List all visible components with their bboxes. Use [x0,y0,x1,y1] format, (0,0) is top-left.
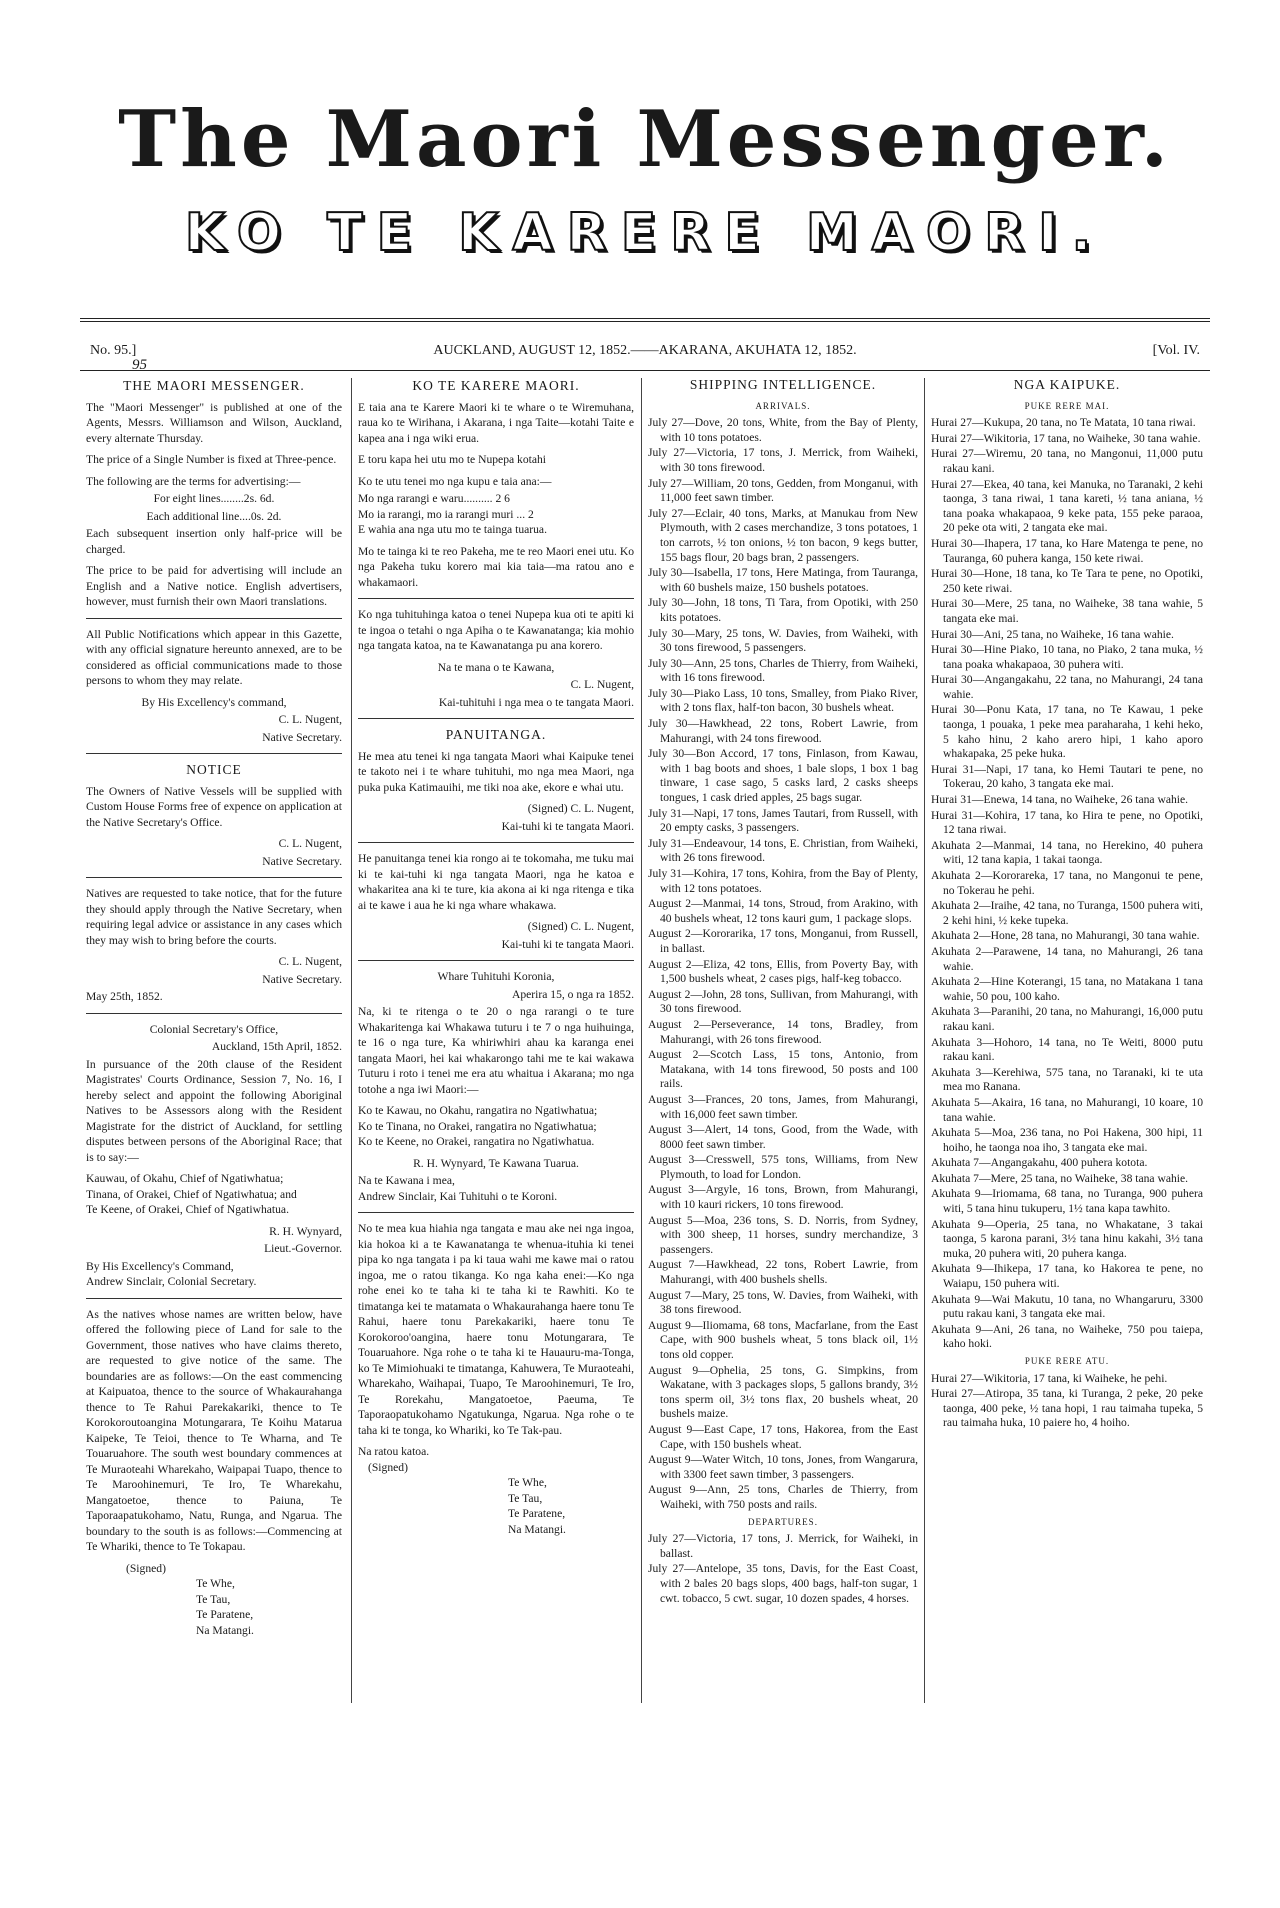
col2-colonial-by-name: Andrew Sinclair, Kai Tuhituhi o te Koroni. [358,1189,558,1203]
col1-intro-2: The price of a Single Number is fixed at Three-pence. [86,453,337,466]
col2-land-name-1: Te Whe, [508,1476,547,1489]
separator [86,753,342,754]
shipping-entry: Akuhata 3—Kerehiwa, 575 tana, no Taranaki, ki te uta mea mo Ranana. [931,1065,1203,1094]
separator [86,1298,342,1299]
shipping-entry: August 3—Frances, 20 tons, James, from Mahurangi, with 16,000 feet sawn timber. [648,1092,918,1121]
col1-intro-7: The price to be paid for advertising will include an English and a Native notice. English advertisers, however, must furnish their own Maori translations. [86,564,342,608]
shipping-entry: Akuhata 5—Akaira, 16 tana, no Mahurangi, 10 koare, 10 tana wahie. [931,1095,1203,1124]
shipping-entry: July 30—Bon Accord, 17 tons, Finlason, from Kawau, with 1 bag boots and shoes, 1 bale slops, 1 box 1 bag tinware, 1 case sago, 5 casks lard, 2 casks sheeps tongues, 1 cask dried apples, 25 bags sugar. [648,747,918,805]
shipping-entry: Hurai 27—Wikitoria, 17 tana, ki Waiheke, he pehi. [931,1371,1168,1385]
col1-intro-1: The "Maori Messenger" is published at one of the Agents, Messrs. Williamson and Wilson, Auckland, every alternate Thursday. [86,400,342,445]
col3-departures-list [648,1532,918,1606]
column-shipping-intelligence [648,378,918,1607]
shipping-entry: Hurai 27—Wikitoria, 17 tana, no Waiheke, 30 tana wahie. [931,431,1201,445]
column-maori-notices [358,378,634,1537]
separator [86,1013,342,1014]
shipping-entry: Akuhata 2—Hone, 28 tana, no Mahurangi, 30 tana wahie. [931,929,1200,943]
col2-notice-p1: He mea atu tenei ki nga tangata Maori whai Kaipuke tenei te takoto nei i te whare tuhituhi, mo nga mea Maori, nga puka puka Katimauihi, me tiki noa ake, ekore e whai utu. [358,749,634,794]
col1-colonial-date: Auckland, 15th April, 1852. [211,1040,342,1053]
col2-colonial-name-1: Ko te Kawau, no Okahu, rangatira no Ngatiwhatua; [358,1104,598,1117]
col1-colonial-name-3: Te Keene, of Orakei, Chief of Ngatiwhatua. [86,1203,289,1216]
shipping-entry: August 2—John, 28 tons, Sullivan, from Mahurangi, with 30 tons firewood. [648,987,918,1016]
col2-colonial-office: Whare Tuhituhi Koronia, [437,970,555,983]
handwritten-number: 95 [132,357,147,373]
col1-notice-p2: Natives are requested to take notice, that for the future they should apply through the Native Secretary, when requiring legal advice or assistance in any cases which they may wish to bring before the courts. [86,887,342,947]
col2-colonial-text: Na, ki te ritenga o te 20 o nga rarangi o te ture Whakaritenga kai Whakawa tuturu i te 7 o nga huihuinga, te 16 o nga ture, Ka whiriwhiri ahau ka karanga enei tangata Maori, hei kai whakarongo tahi me te kai wakawa Tuturu i roto i tenei me era atu whaitua i Akarana; mo nga totohe a nga iwi Maori:— [358,1005,634,1096]
shipping-entry: Akuhata 7—Mere, 25 tana, no Waiheke, 38 tana wahie. [931,1171,1189,1185]
col2-land-text: No te mea kua hiahia nga tangata e mau ake nei nga ingoa, kia hokoa ki a te Kawanatanga te whenua-ituhia ki tenei pipa ko nga tangata i pa ki taua wahi me kawe mai o ratou ingoa, me o ratou tikanga. Ko nga kaha enei:—Ko nga rohe enei ko te taha ki te taha ki te Rawhiti. Ko te timatanga kei te matamata o Whakaurahanga haere tonu Te Rahui, haere tonu Parekakariki, haere tonu Te Korokoroo'oangina, haere tonu Motungarara, Te Touaruahore. Nga rohe o te taha ki te Hauauru-ma-Tonga, ko Te Mimiohuaki te timatanga, Kahuwera, Te Muraoteahi, Wharekaho, Waihapai, Tuapo, Te Maroohinemuri, Te Iro, Te Rorekahu, Mangatoetoe, Paeuma, Te Taporaopatukohamo Ngatukunga, Ngarua. Nga rohe o te taha ki te tonga, ko Whariki, ko Te Tak-pau. [358,1222,634,1437]
shipping-entry: Hurai 31—Napi, 17 tana, ko Hemi Tautari te pene, no Tokerau, 20 kaho, 3 tangata eke mai. [931,762,1203,791]
separator [358,1212,634,1213]
col1-land-name-3: Te Paratene, [196,1608,254,1621]
shipping-entry: August 5—Moa, 236 tons, S. D. Norris, from Sydney, with 300 sheep, 11 horses, sundry merchandize, 3 passengers. [648,1213,918,1256]
col4-heading: NGA KAIPUKE. [1013,377,1121,392]
shipping-entry: July 30—John, 18 tons, Ti Tara, from Opotiki, with 250 kits potatoes. [648,596,918,624]
col1-notice-p2-date: May 25th, 1852. [86,990,163,1003]
col3-departures-label: DEPARTURES. [748,1516,818,1527]
shipping-entry: Hurai 27—Wiremu, 20 tana, no Mangonui, 11,000 putu rakau kani. [931,447,1203,475]
col1-colonial-by: By His Excellency's Command, [86,1259,234,1273]
col2-colonial-name-2: Ko te Tinana, no Orakei, rangatira no Ngatiwhatua; [358,1119,597,1133]
shipping-entry: Hurai 31—Kohira, 17 tana, ko Hira te pene, no Opotiki, 12 tana riwai. [931,808,1203,837]
shipping-entry: August 3—Cresswell, 575 tons, Williams, from New Plymouth, to load for London. [648,1153,918,1181]
col1-land-name-1: Te Whe, [196,1577,235,1590]
shipping-entry: Akuhata 9—Ani, 26 tana, no Waiheke, 750 pou taiepa, kaho hoki. [931,1322,1203,1351]
masthead-title: The Maori Messenger. [118,94,1172,185]
col2-colonial-by: Na te Kawana i mea, [358,1174,455,1187]
col2-intro-3: Ko te utu tenei mo nga kupu e taia ana:— [358,474,552,488]
shipping-entry: August 9—Ann, 25 tons, Charles de Thierry, from Waiheki, with 750 posts and rails. [648,1483,918,1511]
shipping-entry: July 31—Napi, 17 tons, James Tautari, from Russell, with 20 empty casks, 3 passengers. [648,806,918,835]
shipping-entry: August 9—Iliomama, 68 tons, Macfarlane, from the East Cape, with 900 bushels wheat, 5 tons black oil, 1½ tons old copper. [648,1318,918,1361]
col1-pn-by: By His Excellency's command, [141,695,287,709]
shipping-entry: Akuhata 3—Hohoro, 14 tana, no Te Weiti, 8000 putu rakau kani. [931,1035,1203,1064]
header-rule-top-2 [80,321,1210,322]
col2-intro-4: Mo nga rarangi e waru.......... 2 6 [358,492,510,505]
col2-pn-by: Na te mana o te Kawana, [437,660,555,674]
col1-public-notice: All Public Notifications which appear in this Gazette, with any official signature hereunto annexed, are to be considered as official communications made to those persons to whom they may relate. [86,627,342,687]
col1-pn-title: Native Secretary. [262,730,342,744]
shipping-entry: Akuhata 2—Manmai, 14 tana, no Herekino, 40 puhera witi, 12 tana kapia, 1 takai taonga. [931,838,1203,867]
col1-land-name-2: Te Tau, [196,1592,231,1606]
shipping-entry: August 9—Ophelia, 25 tons, G. Simpkins, from Wakatane, with 3 packages slops, 5 gallons brandy, 3½ tons sperm oil, 3½ tons flax, 20 bushels wheat, 20 bushels maize. [648,1363,918,1421]
col4-departures-list [931,1372,1203,1431]
col2-pn-name: C. L. Nugent, [570,678,634,691]
shipping-entry: August 9—Water Witch, 10 tons, Jones, from Wangarura, with 3300 feet sawn timber, 3 passengers. [648,1453,918,1481]
shipping-entry: Akuhata 7—Angangakahu, 400 puhera kotota. [931,1156,1148,1170]
shipping-entry: Akuhata 5—Moa, 236 tana, no Poi Hakena, 300 hipi, 11 hoiho, he taonga noa iho, 3 tangata eke mai. [931,1126,1203,1154]
issue-number: No. 95.] [90,343,137,358]
shipping-entry: Hurai 30—Ihapera, 17 tana, ko Hare Matenga te pene, no Tauranga, 60 puhera kanga, 150 kete riwai. [931,536,1203,565]
shipping-entry: Hurai 30—Hone, 18 tana, ko Te Tara te pene, no Opotiki, 250 kete riwai. [931,567,1203,595]
col3-heading: SHIPPING INTELLIGENCE. [689,377,877,392]
col1-land-signed: (Signed) [126,1561,166,1575]
shipping-entry: July 31—Kohira, 17 tons, Kohira, from the Bay of Plenty, with 12 tons potatoes. [648,867,918,895]
col1-colonial-name-2: Tinana, of Orakei, Chief of Ngatiwhatua; and [86,1187,297,1201]
col2-land-name-3: Te Paratene, [508,1507,566,1520]
shipping-entry: August 2—Manmai, 14 tons, Stroud, from Arakino, with 40 bushels wheat, 12 tons kauri gum, 1 package slops. [648,897,918,925]
col3-arrivals-list [648,416,918,1512]
separator [86,618,342,619]
volume-number: [Vol. IV. [1152,343,1200,358]
col4-departures-label: PUKE RERE ATU. [1024,1356,1110,1366]
shipping-entry: August 7—Hawkhead, 22 tons, Robert Lawrie, from Mahurangi, with 400 bushels shells. [648,1258,918,1287]
shipping-entry: Akuhata 9—Ihikepa, 17 tana, ko Hakorea te pene, no Waiapu, 150 puhera witi. [931,1262,1203,1291]
col2-colonial-date: Aperira 15, o nga ra 1852. [511,987,634,1001]
col1-land-name-4: Na Matangi. [196,1623,254,1637]
shipping-entry: Hurai 30—Mere, 25 tana, no Waiheke, 38 tana wahie, 5 tangata eke mai. [931,597,1203,625]
col2-public-notice: Ko nga tuhituhinga katoa o tenei Nupepa kua oti te apiti ki te ingoa o tetahi o nga Apiha o te Kawanatanga; kia mohio nga tangata katoa, na te Kawanatanga pu ana korero. [358,608,634,652]
column-english-notices [86,378,342,1638]
shipping-entry: July 30—Ann, 25 tons, Charles de Thierry, from Waiheki, with 16 tons firewood. [648,656,918,685]
shipping-entry: August 2—Perseverance, 14 tons, Bradley, from Mahurangi, with 26 tons firewood. [648,1017,918,1046]
col1-colonial-name-1: Kauwau, of Okahu, Chief of Ngatiwhatua; [86,1172,284,1185]
shipping-entry: August 3—Argyle, 16 tons, Brown, from Mahurangi, with 10 kauri rickers, 10 tons firewood. [648,1183,918,1212]
col1-notice-p2-title: Native Secretary. [262,972,342,986]
col2-intro-6: E wahia ana nga utu mo te tainga tuarua. [358,523,547,536]
col1-colonial-by-name: Andrew Sinclair, Colonial Secretary. [86,1275,257,1288]
col2-heading: KO TE KARERE MAORI. [412,378,580,393]
col2-notice-p1-signed: (Signed) C. L. Nugent, [527,802,634,815]
separator [358,960,634,961]
col2-land-signed: (Signed) [368,1460,408,1474]
col2-land-name-4: Na Matangi. [508,1522,566,1536]
shipping-entry: July 27—Eclair, 40 tons, Marks, at Manukau from New Plymouth, with 2 cases merchandize, 3 tons potatoes, 1 ton carrots, ½ ton onions, ½ ton bacon, 9 kegs butter, 155 bags flour, 20 bags bran, 2 passengers. [648,506,918,564]
col2-land-name-2: Te Tau, [508,1491,543,1505]
col2-intro-5: Mo ia rarangi, mo ia rarangi muri ... 2 [358,507,534,521]
col2-intro-7: Mo te tainga ki te reo Pakeha, me te reo Maori enei utu. Ko nga Pakeha tuku korero mai kia taia—ma ratou ano e whakamaori. [358,544,634,589]
col2-notice-heading: PANUITANGA. [445,727,547,742]
issue-date: AUCKLAND, AUGUST 12, 1852.——AKARANA, AKUHATA 12, 1852. [433,343,857,358]
shipping-entry: Hurai 30—Ponu Kata, 17 tana, no Te Kawau, 1 peke taonga, 1 pouaka, 1 peke mea paraharaha, 1 kehi heko, 5 kaho hinu, 2 kaho arero hipi, 1 kaho aporo whakapaka, 25 peke huka. [931,703,1203,761]
separator [358,842,634,843]
separator [358,598,634,599]
col2-intro-1: E taia ana te Karere Maori ki te whare o te Wiremuhana, raua ko te Wirihana, i Akarana, i nga Taite—kotahi Taite e kapea ana i nga wiki erua. [358,400,634,445]
shipping-entry: Hurai 30—Hine Piako, 10 tana, no Piako, 2 tana muka, ½ tana poaka whakapaoa, 30 puhera witi. [931,643,1203,671]
column-divider-3 [924,378,925,1703]
col2-intro-2: E toru kapa hei utu mo te Nupepa kotahi [358,453,547,466]
shipping-entry: August 2—Scotch Lass, 15 tons, Antonio, from Matakana, with 14 tons firewood, 50 posts and 100 rails. [648,1048,918,1091]
shipping-entry: July 30—Piako Lass, 10 tons, Smalley, from Piako River, with 2 tons flax, half-ton bacon, 30 bushels wheat. [648,686,918,715]
shipping-entry: July 27—William, 20 tons, Gedden, from Monganui, with 11,000 feet sawn timber. [648,476,918,505]
shipping-entry: July 30—Hawkhead, 22 tons, Robert Lawrie, from Mahurangi, with 24 tons firewood. [648,717,918,745]
column-divider-1 [351,378,352,1703]
shipping-entry: August 2—Kororarika, 17 tons, Monganui, from Russell, in ballast. [648,927,918,955]
separator [358,718,634,719]
column-divider-2 [641,378,642,1703]
header-rule-bottom [80,370,1210,371]
col1-intro-6: Each subsequent insertion only half-price will be charged. [86,527,342,556]
shipping-entry: Hurai 27—Atiropa, 35 tana, ki Turanga, 2 peke, 20 peke taonga, 400 peke, ½ tana hopi, 1 rau taimaha tupeka, 5 rau taimaha huka, 10 paiere ho, 4 hoiho. [931,1387,1203,1430]
col1-notice-p1-title: Native Secretary. [262,854,342,868]
col1-colonial-text: In pursuance of the 20th clause of the Resident Magistrates' Courts Ordinance, Session 7, No. 16, I hereby select and appoint the following Aboriginal Natives to be Assessors along with the Resident Magistrate for the district of Auckland, for settling disputes between persons of the Aboriginal Race; that is to say:— [86,1057,342,1164]
col1-colonial-office: Colonial Secretary's Office, [149,1022,279,1036]
col1-heading: THE MAORI MESSENGER. [123,378,305,393]
col1-notice-p1: The Owners of Native Vessels will be supplied with Custom House Forms free of expence on application at the Native Secretary's Office. [86,784,342,829]
col1-notice-p2-name: C. L. Nugent, [278,955,342,968]
shipping-entry: Akuhata 9—Wai Makutu, 10 tana, no Whangaruru, 3300 putu rakau kani, 3 tangata eke mai. [931,1292,1203,1321]
shipping-entry: Akuhata 9—Iriomama, 68 tana, no Turanga, 900 puhera witi, 5 tana hinu tukuperu, 1½ tana kapa tawhito. [931,1187,1203,1216]
shipping-entry: Hurai 30—Ani, 25 tana, no Waiheke, 16 tana wahie. [931,627,1174,641]
dateline [80,343,1210,373]
shipping-entry: Akuhata 9—Operia, 25 tana, no Whakatane, 3 takai taonga, 5 karona parani, 3½ tana hinu kakahi, 3½ tana muka, 20 puhera witi, 20 puhera kanga. [931,1217,1203,1260]
shipping-entry: Akuhata 3—Paranihi, 20 tana, no Mahurangi, 16,000 putu rakau kani. [931,1005,1203,1033]
shipping-entry: July 30—Isabella, 17 tons, Here Matinga, from Tauranga, with 60 bushels maize, 150 bushels potatoes. [648,566,918,594]
header-rule-top [80,318,1210,319]
col2-land-na: Na ratou katoa. [358,1445,430,1458]
shipping-entry: Akuhata 2—Parawene, 14 tana, no Mahurangi, 26 tana wahie. [931,944,1203,973]
col2-notice-p2-title: Kai-tuhi ki te tangata Maori. [501,937,634,951]
shipping-entry: Hurai 30—Angangakahu, 22 tana, no Mahurangi, 24 tana wahie. [931,673,1203,701]
shipping-entry: Akuhata 2—Iraihe, 42 tana, no Turanga, 1500 puhera witi, 2 kehi hini, ½ keke tupeka. [931,899,1203,927]
shipping-entry: August 3—Alert, 14 tons, Good, from the Wade, with 8000 feet sawn timber. [648,1123,918,1151]
shipping-entry: Hurai 31—Enewa, 14 tana, no Waiheke, 26 tana wahie. [931,793,1189,807]
col2-notice-p1-title: Kai-tuhi ki te tangata Maori. [501,819,634,833]
col1-intro-5: Each additional line....0s. 2d. [146,509,282,523]
col1-pn-name: C. L. Nugent, [278,713,342,726]
col2-pn-title: Kai-tuhituhi i nga mea o te tangata Maori. [438,695,634,709]
col1-colonial-sign-name: R. H. Wynyard, [269,1224,342,1238]
col2-notice-p2: He panuitanga tenei kia rongo ai te tokomaha, me tuku mai ki te kai-tuhi ki nga tangata Maori, nga he katoa e whakaritea ana ki te ture, kia akona ai ki nga ritenga e tika ai te kawe i aua he ki nga whare whakawa. [358,852,634,912]
col1-intro-3: The following are the terms for advertising:— [86,474,301,488]
shipping-entry: Akuhata 2—Kororareka, 17 tana, no Mangonui te pene, no Tokerau he pehi. [931,869,1203,897]
shipping-entry: August 9—East Cape, 17 tons, Hakorea, from the East Cape, with 150 bushels wheat. [648,1422,918,1451]
shipping-entry: July 27—Victoria, 17 tons, J. Merrick, for Waiheki, in ballast. [648,1532,918,1560]
column-nga-kaipuke [931,378,1203,1432]
shipping-entry: August 2—Eliza, 42 tons, Ellis, from Poverty Bay, with 1,500 bushels wheat, 2 cases pigs, half-keg tobacco. [648,957,918,986]
shipping-entry: July 31—Endeavour, 14 tons, E. Christian, from Waiheki, with 26 tons firewood. [648,836,918,865]
shipping-entry: Akuhata 2—Hine Koterangi, 15 tana, no Matakana 1 tana wahie, 50 pou, 100 kaho. [931,975,1203,1003]
shipping-entry: Hurai 27—Ekea, 40 tana, kei Manuka, no Taranaki, 2 kehi taonga, 3 tana riwai, 1 tana kareti, ½ tana aniana, ½ tana poaka whakapaoa, 9 keke pata, 155 peke paraoa, 20 peke ota witi, 2 tangata eke mai. [931,477,1203,535]
masthead-subtitle: KO TE KARERE MAORI. [184,203,1106,263]
col2-colonial-sign: R. H. Wynyard, Te Kawana Tuarua. [413,1156,579,1170]
shipping-entry: Hurai 27—Kukupa, 20 tana, no Te Matata, 10 tana riwai. [931,416,1196,430]
shipping-entry: July 27—Dove, 20 tons, White, from the Bay of Plenty, with 10 tons potatoes. [648,416,918,444]
separator [86,877,342,878]
shipping-entry: July 27—Antelope, 35 tons, Davis, for the East Coast, with 2 bales 20 bags slops, 400 bags, half-ton sugar, 1 cwt. tobacco, 5 cwt. sugar, 10 dozen spades, 4 horses. [648,1562,918,1605]
col1-intro-4: For eight lines........2s. 6d. [153,492,275,505]
shipping-entry: August 7—Mary, 25 tons, W. Davies, from Waiheki, with 38 tons firewood. [648,1288,918,1317]
shipping-entry: July 27—Victoria, 17 tons, J. Merrick, from Waiheki, with 30 tons firewood. [648,446,918,474]
col1-colonial-sign-title: Lieut.-Governor. [264,1242,342,1255]
shipping-entry: July 30—Mary, 25 tons, W. Davies, from Waiheki, with 30 tons firewood, 5 passengers. [648,626,918,655]
col3-arrivals-label: ARRIVALS. [755,400,811,411]
col1-land-text: As the natives whose names are written below, have offered the following piece of Land for sale to the Government, those natives who have claims thereto, are requested to give notice of the same. The boundaries are as follows:—On the east commencing at Kaipuatoa, thence to the source of Whakaurahanga thence to Te Rahui Parekakariki, thence to Te Korokoroutoangina Motungarara, Te Koihu Matarua Kaipeke, Te Teioi, thence to Te Wharna, and Te Touaruahore. The south west boundary commences at Te Muraoteahi Wharekaho, Waipapai Tuapo, thence to Te Maroohinemuri, Te Iro, Te Wharekahu, Mangatoetoe, thence to Paiuna, Te Taporaapatukohamo, Natu, Runga, and Ngarua. The boundary to the south is as follows:—Commencing at Te Whariki, thence to Te Tokapau. [86,1307,342,1553]
col4-arrivals-list [931,416,1203,1352]
col2-notice-p2-signed: (Signed) C. L. Nugent, [527,920,634,933]
col1-notice-p1-name: C. L. Nugent, [278,837,342,850]
col2-colonial-name-3: Ko te Keene, no Orakei, rangatira no Ngatiwhatua. [358,1135,595,1148]
col4-arrivals-label: PUKE RERE MAI. [1024,400,1110,411]
col1-notice-heading: NOTICE [186,762,242,777]
